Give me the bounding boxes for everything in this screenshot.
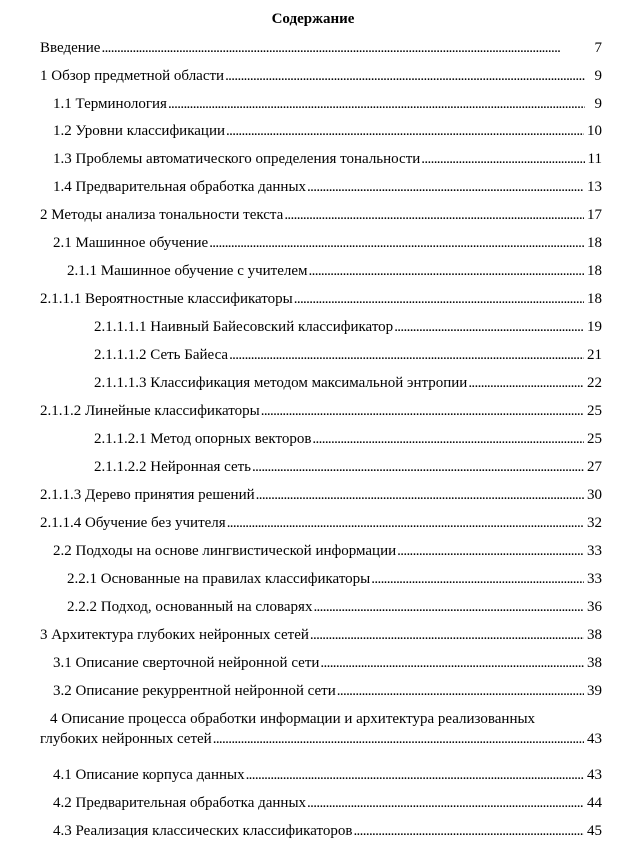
toc-page-number: 18 — [587, 263, 602, 279]
toc-entry-label: 2.1.1.1.1 Наивный Байесовский классификатор — [94, 319, 394, 335]
toc-entry-label: 2.1.1.2.1 Метод опорных векторов — [94, 431, 312, 447]
toc-entry-label: 4.2 Предварительная обработка данных — [53, 795, 307, 811]
toc-page-number: 39 — [587, 683, 602, 699]
toc-entry-label: 2.1.1.1.2 Сеть Байеса — [94, 347, 229, 363]
toc-entry[interactable] — [40, 38, 602, 58]
toc-page-number: 27 — [587, 459, 602, 475]
toc-entry-label: 1.4 Предварительная обработка данных — [53, 179, 307, 195]
toc-entry-label: 1.1 Терминология — [53, 96, 167, 112]
toc-page-number: 9 — [594, 68, 602, 84]
toc-entry[interactable] — [67, 261, 602, 281]
toc-entry-label: 1 Обзор предметной области — [40, 68, 225, 84]
toc-entry-label-continued: глубоких нейронных сетей — [40, 731, 212, 747]
toc-page-number: 22 — [587, 375, 602, 391]
toc-page-number: 33 — [587, 543, 602, 559]
toc-entry-label: 2.2 Подходы на основе лингвистической информации — [53, 543, 397, 559]
dot-leader — [421, 149, 584, 169]
toc-entry[interactable] — [94, 457, 602, 477]
toc-page-number: 11 — [587, 151, 602, 167]
dot-leader — [227, 513, 584, 533]
toc-page-number: 33 — [587, 571, 602, 587]
dot-leader — [337, 681, 584, 701]
toc-entry[interactable] — [40, 66, 602, 86]
toc-entry-label: 2.2.1 Основанные на правилах классификаторы — [67, 571, 371, 587]
dot-leader — [320, 653, 584, 673]
dot-leader — [168, 94, 585, 114]
toc-page-number: 30 — [587, 487, 602, 503]
toc-entry-label: 2.1.1.1.3 Классификация методом максимальной энтропии — [94, 375, 468, 391]
dot-leader — [309, 261, 584, 281]
toc-entry[interactable] — [53, 681, 602, 701]
toc-heading: Содержание — [271, 11, 355, 27]
dot-leader — [394, 317, 584, 337]
toc-entry[interactable] — [40, 709, 602, 749]
toc-entry-label: 2.1 Машинное обучение — [53, 235, 209, 251]
toc-page-number: 17 — [587, 207, 602, 223]
toc-entry-label: 3.2 Описание рекуррентной нейронной сети — [53, 683, 336, 699]
toc-page-number: 38 — [587, 655, 602, 671]
toc-entry[interactable] — [40, 625, 602, 645]
toc-page-number: 43 — [587, 731, 602, 747]
toc-entry[interactable] — [67, 597, 602, 617]
dot-leader — [229, 345, 584, 365]
toc-entry[interactable] — [53, 177, 602, 197]
toc-entry-label: 2.1.1.3 Дерево принятия решений — [40, 487, 255, 503]
toc-entry[interactable] — [40, 289, 602, 309]
toc-entry-label: 3.1 Описание сверточной нейронной сети — [53, 655, 320, 671]
toc-page-number: 25 — [587, 431, 602, 447]
dot-leader — [284, 205, 584, 225]
toc-entry-label: 2.1.1.2 Линейные классификаторы — [40, 403, 260, 419]
toc-page-number: 43 — [587, 767, 602, 783]
toc-entry-label: 1.2 Уровни классификации — [53, 123, 226, 139]
toc-page-number: 7 — [594, 40, 602, 56]
dot-leader — [371, 569, 584, 589]
toc-page-number: 36 — [587, 599, 602, 615]
toc-entry-label: 2.2.2 Подход, основанный на словарях — [67, 599, 313, 615]
toc-entry[interactable] — [53, 233, 602, 253]
toc-entry[interactable] — [53, 821, 602, 841]
toc-entry[interactable] — [67, 569, 602, 589]
toc-entry[interactable] — [53, 765, 602, 785]
dot-leader — [353, 821, 584, 841]
toc-entry[interactable] — [40, 401, 602, 421]
toc-entry[interactable] — [94, 429, 602, 449]
toc-entry-label: 4.1 Описание корпуса данных — [53, 767, 245, 783]
toc-entry-label: 2.1.1.2.2 Нейронная сеть — [94, 459, 252, 475]
dot-leader — [226, 121, 584, 141]
dot-leader — [213, 729, 584, 749]
toc-entry-continuation — [40, 729, 602, 749]
toc-entry[interactable] — [40, 205, 602, 225]
toc-page-number: 19 — [587, 319, 602, 335]
dot-leader — [101, 38, 585, 58]
toc-entry-label: Введение — [40, 40, 101, 56]
dot-leader — [252, 457, 584, 477]
dot-leader — [256, 485, 584, 505]
dot-leader — [313, 597, 584, 617]
dot-leader — [310, 625, 584, 645]
toc-entry[interactable] — [40, 485, 602, 505]
toc-page-number: 18 — [587, 291, 602, 307]
toc-page-number: 38 — [587, 627, 602, 643]
toc-page-number: 32 — [587, 515, 602, 531]
toc-entry[interactable] — [53, 149, 602, 169]
toc-entry-label: 2 Методы анализа тональности текста — [40, 207, 284, 223]
toc-page-number: 25 — [587, 403, 602, 419]
toc-entry-label: 4.3 Реализация классических классификаторов — [53, 823, 353, 839]
toc-entry[interactable] — [53, 793, 602, 813]
dot-leader — [225, 66, 585, 86]
dot-leader — [397, 541, 584, 561]
dot-leader — [307, 793, 584, 813]
toc-entry[interactable] — [53, 541, 602, 561]
dot-leader — [468, 373, 584, 393]
toc-entry-label: 2.1.1.4 Обучение без учителя — [40, 515, 226, 531]
dot-leader — [246, 765, 584, 785]
toc-entry-label: 2.1.1.1 Вероятностные классификаторы — [40, 291, 293, 307]
toc-entry[interactable] — [53, 94, 602, 114]
dot-leader — [312, 429, 584, 449]
dot-leader — [307, 177, 584, 197]
toc-page-number: 9 — [594, 96, 602, 112]
dot-leader — [294, 289, 584, 309]
dot-leader — [209, 233, 584, 253]
toc-page-number: 44 — [587, 795, 602, 811]
toc-page-number: 10 — [587, 123, 602, 139]
toc-entry[interactable] — [94, 345, 602, 365]
toc-page-number: 45 — [587, 823, 602, 839]
toc-entry[interactable] — [53, 653, 602, 673]
toc-page-number: 13 — [587, 179, 602, 195]
toc-page-number: 21 — [587, 347, 602, 363]
toc-entry-label: 2.1.1 Машинное обучение с учителем — [67, 263, 308, 279]
toc-entry[interactable] — [94, 373, 602, 393]
toc-entry-label: 1.3 Проблемы автоматического определения тональности — [53, 151, 421, 167]
toc-entry[interactable] — [40, 513, 602, 533]
toc-entry-label: 3 Архитектура глубоких нейронных сетей — [40, 627, 309, 643]
dot-leader — [261, 401, 584, 421]
toc-entry-label: 4 Описание процесса обработки информации и архитектура реализованных — [50, 711, 536, 727]
toc-page-number: 18 — [587, 235, 602, 251]
toc-entry[interactable] — [53, 121, 602, 141]
toc-entry[interactable] — [94, 317, 602, 337]
